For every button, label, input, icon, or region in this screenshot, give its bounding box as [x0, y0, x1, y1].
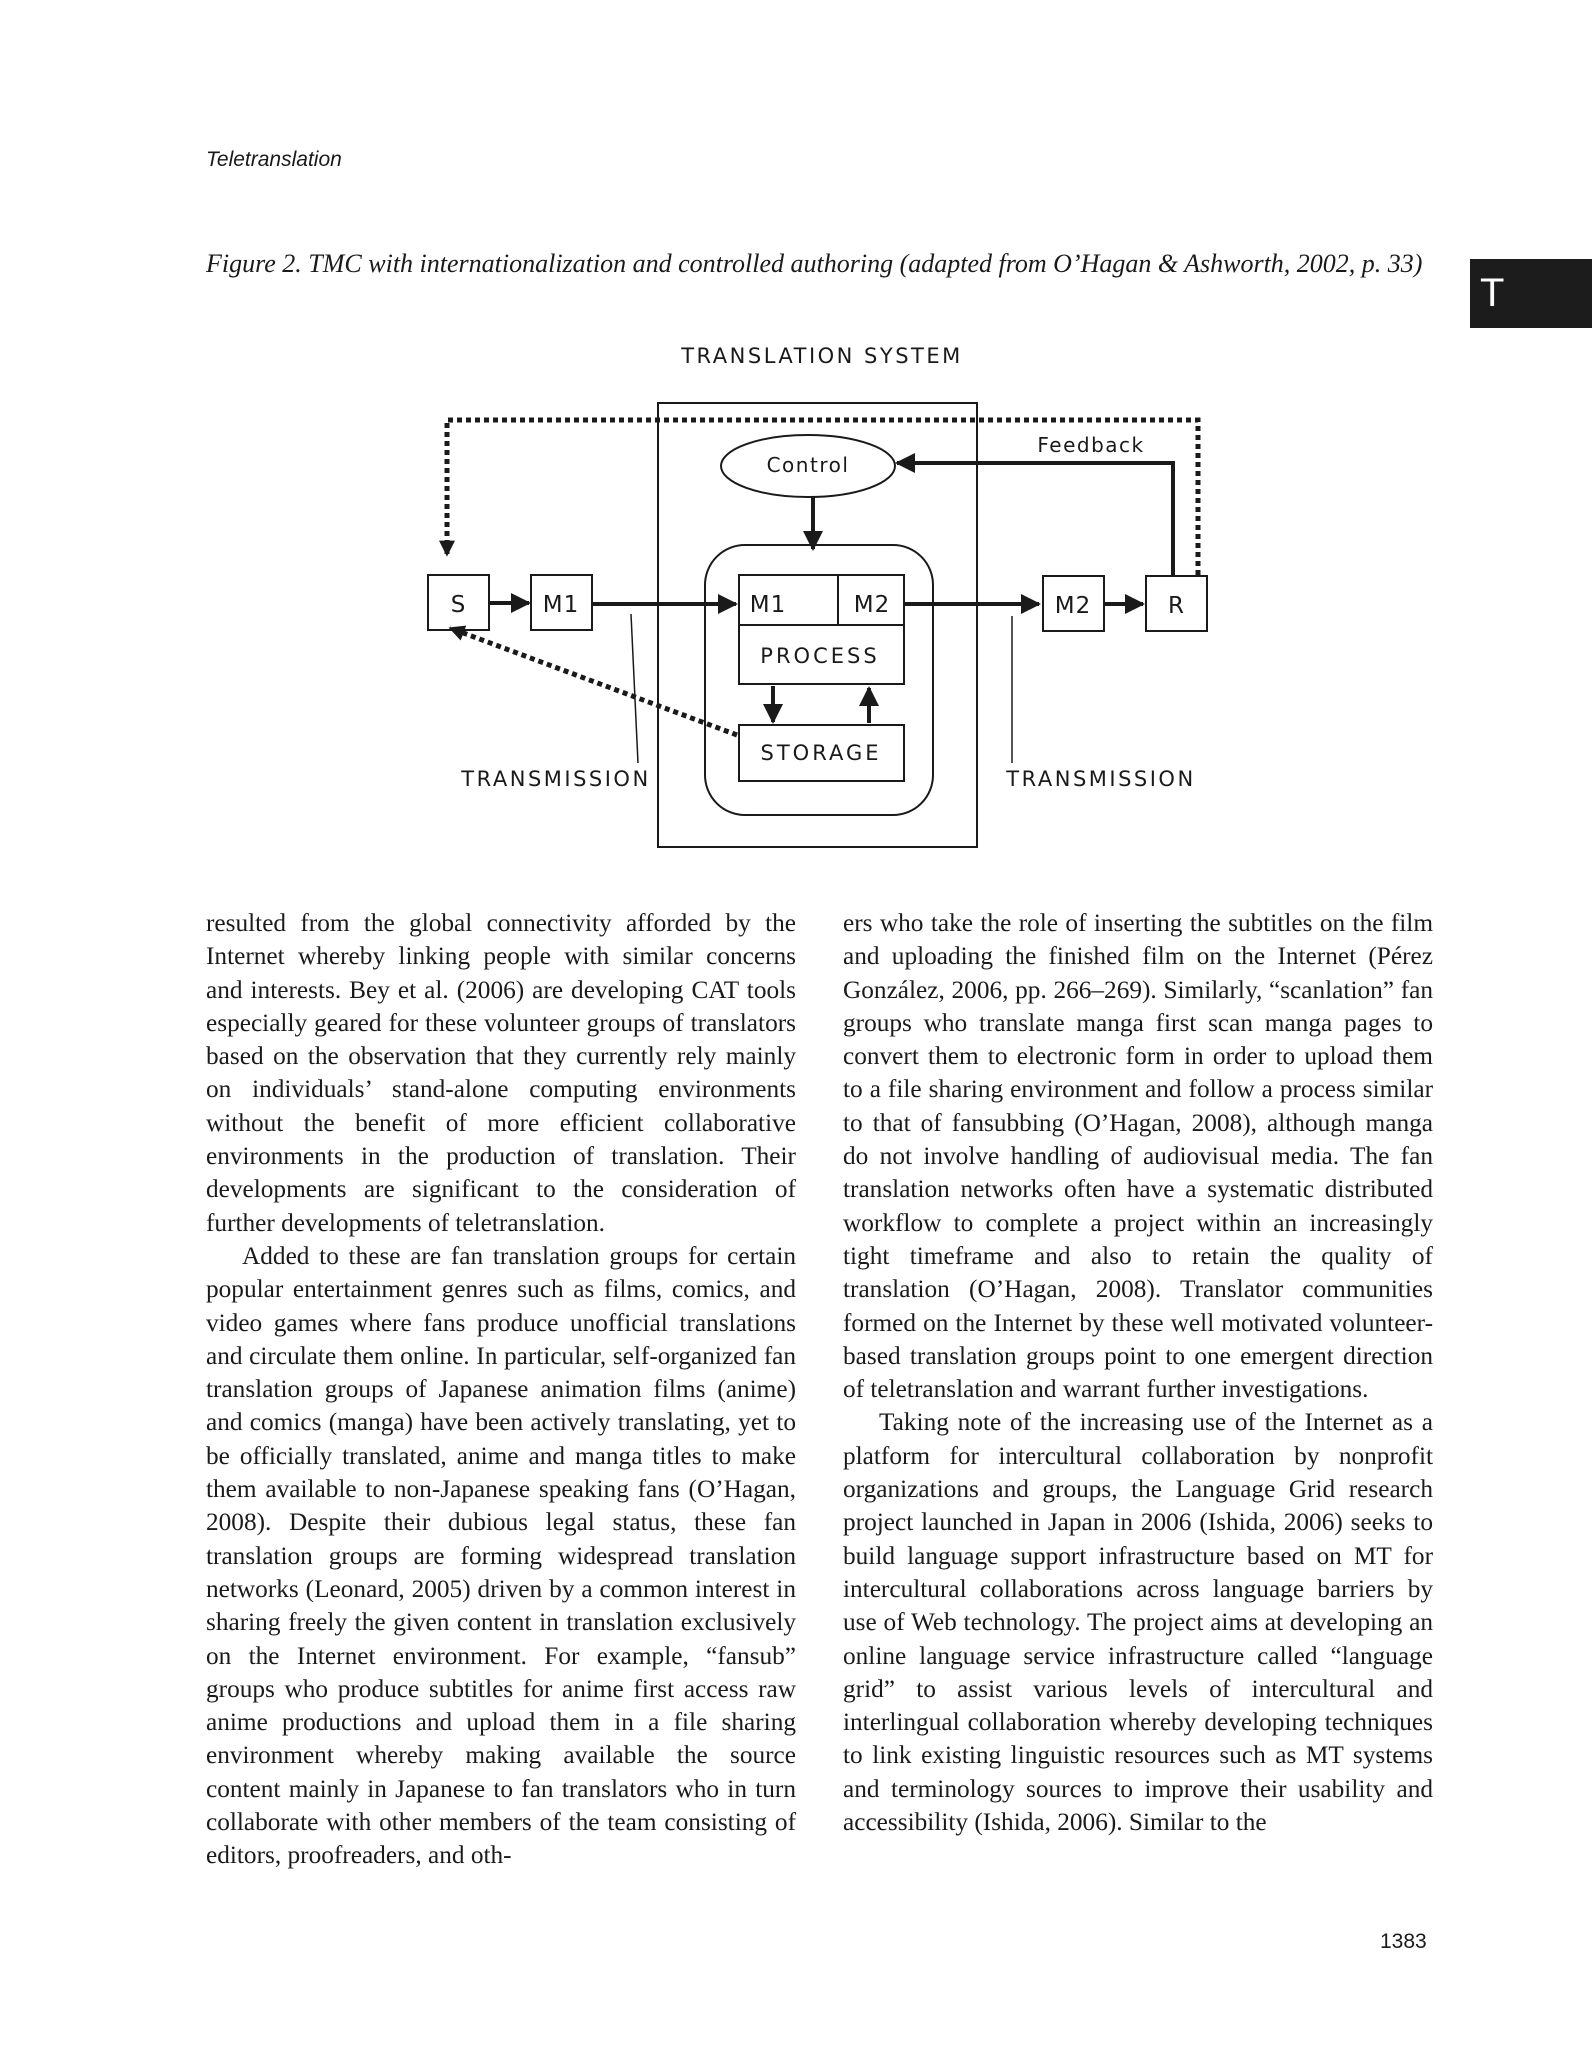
figure-caption: Figure 2. TMC with internationalization and controlled authoring (adapted from O’Hagan & Ashworth, 2002, p. 33)	[206, 249, 1423, 278]
control-label: Control	[766, 453, 850, 477]
right-column	[843, 907, 1433, 1839]
transmission-right-label: TRANSMISSION	[1006, 767, 1196, 791]
right-paragraph-2: Taking note of the increasing use of the Internet as a platform for intercultural collaboration by nonprofit organizations and groups, the Language Grid research project launched in Japan in 2006 (Ishida, 2006) seeks to build language support infrastructure based on MT for intercultural collaborations across language barriers by use of Web technology. The project aims at developing an online language service infrastructure called “language grid” to assist various levels of intercultural and interlingual collaboration whereby developing techniques to link existing linguistic resources such as MT systems and terminology sources to improve their usability and accessibility (Ishida, 2006). Similar to the	[843, 1408, 1433, 1837]
storage-to-source-dotted-arrow	[450, 628, 737, 735]
thumb-tab: T	[1470, 259, 1592, 328]
tmc-diagram	[0, 0, 1592, 880]
process-label: PROCESS	[760, 644, 880, 668]
source-label: S	[450, 592, 466, 618]
left-column	[206, 907, 796, 1873]
transmission-left-label: TRANSMISSION	[461, 767, 651, 791]
page-number: 1383	[1380, 1930, 1427, 1953]
inner-m1-label: M1	[749, 592, 787, 618]
message-out-label: M1	[542, 592, 580, 618]
storage-label: STORAGE	[760, 741, 882, 765]
feedback-arrow	[897, 463, 1173, 575]
receiver-label: R	[1168, 593, 1184, 619]
right-paragraph-1: ers who take the role of inserting the subtitles on the film and uploading the finished film on the Internet (Pérez González, 2006, pp. 266–269). Similarly, “scanlation” fan groups who translate manga first scan manga pages to convert them to electronic form in order to upload them to a file sharing environment and follow a process similar to that of fansubbing (O’Hagan, 2008), although manga do not involve handling of audiovisual media. The fan translation networks often have a systematic distributed workflow to complete a project within an increasingly tight timeframe and also to retain the quality of translation (O’Hagan, 2008). Translator communities formed on the Internet by these well motivated volunteer-based translation groups point to one emergent direction of teletranslation and warrant further investigations.	[843, 909, 1433, 1404]
running-head: Teletranslation	[206, 148, 342, 171]
left-paragraph-2: Added to these are fan translation groups for certain popular entertainment genres such as films, comics, and video games where fans produce unofficial translations and circulate them online. In particular, self-organized fan translation groups of Japanese animation films (anime) and comics (manga) have been actively translating, yet to be officially translated, anime and manga titles to make them available to non-Japanese speaking fans (O’Hagan, 2008). Despite their dubious legal status, these fan translation groups are forming widespread translation networks (Leonard, 2005) driven by a common interest in sharing freely the given content in translation exclusively on the Internet environment. For example, “fansub” groups who produce subtitles for anime first access raw anime productions and upload them in a file sharing environment whereby making available the source content mainly in Japanese to fan translators who in turn collaborate with other members of the team consisting of editors, proofreaders, and oth-	[206, 1241, 796, 1870]
transmission-left-pointer	[631, 614, 638, 763]
inner-m2-label: M2	[853, 592, 891, 618]
feedback-label: Feedback	[1037, 433, 1145, 457]
left-paragraph-1: resulted from the global connectivity afforded by the Internet whereby linking people with similar concerns and interests. Bey et al. (2006) are developing CAT tools especially geared for these volunteer groups of translators based on the observation that they currently rely mainly on individuals’ stand-alone computing environments without the benefit of more efficient collaborative environments in the production of translation. Their developments are significant to the consideration of further developments of teletranslation.	[206, 909, 796, 1237]
diagram-title: TRANSLATION SYSTEM	[681, 344, 963, 368]
message-in-label: M2	[1054, 593, 1092, 619]
